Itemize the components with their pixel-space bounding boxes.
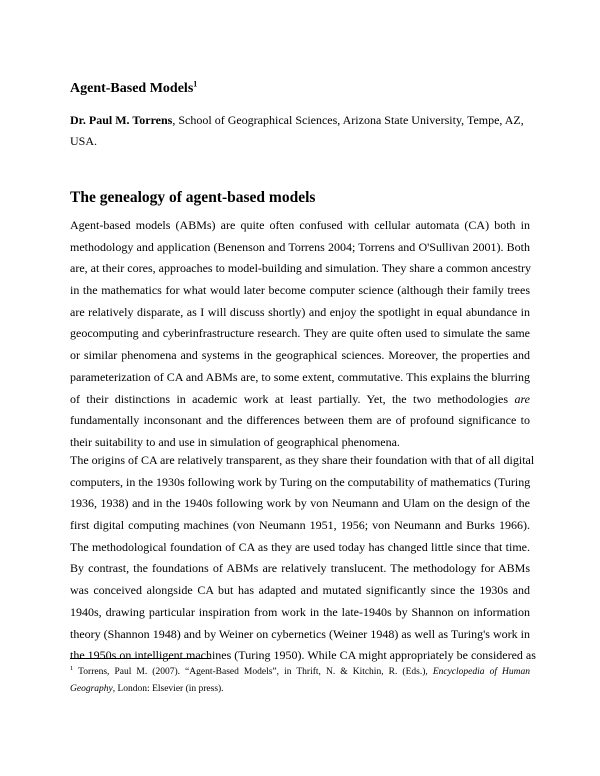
paragraph-line: Agent-based models (ABMs) are quite often confused with cellular automata (CA) both in [70, 218, 530, 232]
author-name: Dr. Paul M. Torrens [70, 113, 173, 127]
author-affiliation: , School of Geographical Sciences, Arizona State University, Tempe, AZ, [172, 113, 524, 127]
footnote-text: Torrens, Paul M. (2007). “Agent-Based Models”, in Thrift, N. & Kitchin, R. (Eds.), [73, 667, 433, 677]
paragraph-line: or similar phenomena and systems in the geographical sciences. Moreover, the properties and [70, 348, 530, 363]
paragraph-line: 1936, 1938) and in the 1940s following work by von Neumann and Ulam on the design of the [70, 496, 530, 511]
paragraph-line-emphasis [70, 389, 530, 411]
paragraph-line: in the mathematics for what would later become computer science (although their family trees [70, 283, 530, 298]
paragraph-line: The origins of CA are relatively transparent, as they share their foundation with that of all digital [70, 453, 535, 467]
paragraph-2 [70, 450, 536, 667]
paragraph-line: geocomputing and cyberinfrastructure research. They are quite often used to simulate the same [70, 326, 530, 341]
footnote-line [70, 681, 530, 698]
paragraph-line: parameterization of CA and ABMs are, to some extent, commutative. This explains the blurring [70, 369, 530, 384]
paragraph-line: was conceived alongside CA but has adapted and mutated significantly since the 1930s and [70, 583, 530, 598]
paragraph-line: their suitability to and use in simulation of geographical phenomena. [70, 434, 400, 449]
footnote [70, 664, 530, 698]
emphasis-word: are [514, 391, 530, 406]
footnote-book-title-cont: Geography [70, 684, 113, 694]
author-affiliation-country: USA. [70, 134, 98, 148]
paragraph-line: theory (Shannon 1948) and by Weiner on cybernetics (Weiner 1948) as well as Turing's work in [70, 626, 530, 641]
footnote-book-title: Encyclopedia of Human [432, 667, 530, 677]
paper-title [70, 80, 530, 98]
paragraph-line-text: of their distinctions in academic work at least partially. Yet, the two methodologies [70, 391, 515, 406]
footnote-divider [70, 658, 210, 659]
footnote-line [70, 664, 530, 681]
paragraph-line: The methodological foundation of CA as they are used today has changed little since that time. [70, 539, 530, 554]
paragraph-line: By contrast, the foundations of ABMs are relatively translucent. The methodology for ABMs [70, 561, 530, 576]
title-footnote-mark: 1 [193, 79, 198, 89]
author-block [70, 110, 530, 152]
paragraph-line: first digital computing machines (von Neumann 1951, 1956; von Neumann and Burks 1966). [70, 518, 530, 533]
footnote-mark: 1 [70, 664, 74, 672]
paragraph-line: fundamentally inconsonant and the differences between them are of profound significance to [70, 413, 530, 428]
paragraph-line: the 1950s on intelligent machines (Turing 1950). While CA might appropriately be considered as [70, 648, 536, 663]
paragraph-line: computers, in the 1930s following work by Turing on the computability of mathematics (Turing [70, 474, 531, 489]
paper-title-text: Agent-Based Models [70, 81, 194, 96]
section-heading: The genealogy of agent-based models [70, 189, 316, 206]
paragraph-line: are relatively disparate, as I will discuss shortly) and enjoy the spotlight in equal abundance in [70, 304, 530, 319]
paragraph-1 [70, 215, 530, 454]
paragraph-line: are, at their cores, approaches to model-building and simulation. They share a common ancestry [70, 261, 531, 276]
paragraph-line: 1940s, drawing particular inspiration from work in the late-1940s by Shannon on information [70, 604, 530, 619]
footnote-publisher: , London: Elsevier (in press). [112, 684, 224, 694]
paragraph-line: methodology and application (Benenson and Torrens 2004; Torrens and O'Sullivan 2001). Both [70, 239, 530, 254]
